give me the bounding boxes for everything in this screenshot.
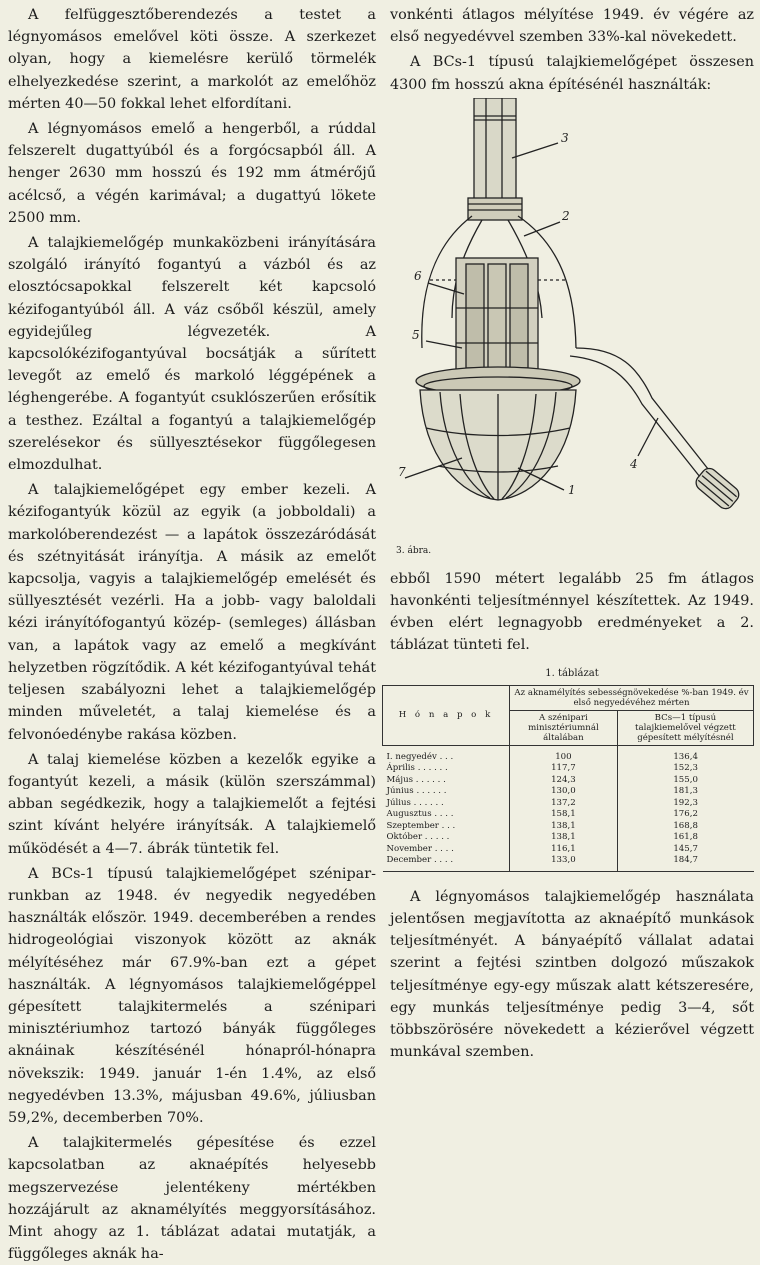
table-row [383, 843, 754, 855]
figure-label-7: 7 [398, 464, 406, 479]
paragraph: A talajkiemelőgép munkaközbeni irányítására szolgáló irányító fogantyú a vázból és az elosztócsapokkal felszerelt két kapcsoló kézifogantyúból áll. A váz csőből készül, amely egyidejűleg légvezeték. A kapcsolókézifogantyúval bocsátják a sűrített levegőt az emelő és markoló léggépének a léghengerébe. A fogantyút csuklószerűen erősítik a testhez. Ezáltal a fogantyú a talajkiemelőgép szerelésekor és süllyesztésekor függőlegesen elmozdulhat. [8, 235, 376, 474]
table-cell-v1: 138,1 [510, 820, 618, 832]
table-cell-v2: 168,8 [673, 820, 698, 831]
paragraph: A BCs-1 típusú talajkiemelőgépet összesen 4300 fm hosszú akna építésénél használták: [390, 54, 754, 93]
figure-label-4: 4 [630, 456, 638, 471]
table-cell-v1: 130,0 [510, 785, 618, 797]
col-header-months: H ó n a p o k [383, 685, 510, 745]
paragraph: A felfüggesztőberendezés a testet a légnyomásos emelővel köti össze. A szerkezet olyan, hogy a kiemelésre kerülő törmelék elhelyezkedése szerint, a markolót az emelőhöz mérten 40—50 fokkal lehet elfordítani. [8, 7, 376, 112]
table-row [383, 762, 754, 774]
paragraph: vonkénti átlagos mélyítése 1949. év végére az első negyedévvel szemben 33%-kal növekedett. [390, 7, 754, 46]
paragraph: A légnyomásos emelő a hengerből, a rúddal felszerelt dugattyúból és a forgócsapból áll. A henger 2630 mm hosszú és 192 mm átmérőjű acélcső, a végén karimával; a dugattyú lökete 2500 mm. [8, 121, 376, 226]
right-column [386, 4, 754, 1063]
table-body [383, 745, 754, 871]
table-cell-v1: 117,7 [510, 762, 618, 774]
paragraph: A talaj kiemelése közben a kezelők egyike a fogantyút kezeli, a másik (külön szerszámmal) abban segédkezik, hogy a talajkiemelőt a fejtési szint kívánt helyére irányítsák. A talajkiemelő működését a 4—7. ábrák tüntetik fel. [8, 751, 376, 857]
left-column [8, 4, 376, 1265]
paragraph: A talajkitermelés gépesítése és ezzel kapcsolatban az aknaépítés helyesebb megszervezése jelentékeny mértékben hozzájárult az aknamélyítés meggyorsításához. Mint ahogy az 1. táblázat adatai mutatják, a függőleges aknák ha- [8, 1135, 376, 1263]
table-cell-v2: 136,4 [673, 751, 698, 762]
table-cell-month: Szeptember . . . [383, 820, 510, 832]
table-cell-v1: 138,1 [510, 831, 618, 843]
table-cell-v1: 158,1 [510, 808, 618, 820]
table-cell-v2: 161,8 [673, 832, 698, 843]
table-row [383, 854, 754, 871]
table-row [383, 797, 754, 809]
col-header-2: BCs—1 típusú talajkiemelővel végzett gépesített mélyítésnél [617, 710, 753, 745]
table-title: 1. táblázat [545, 667, 599, 679]
table-row [383, 774, 754, 786]
data-table [382, 685, 754, 872]
table-cell-v2: 176,2 [673, 809, 698, 820]
paragraph: A talajkiemelőgépet egy ember kezeli. A kézifogantyúk közül az egyik (a jobboldali) a markolóberendezést — a lapátok összezáródását és szétnyitását irányítja. A másik az emelőt kapcsolja, vagyis a talajkiemelőgép emelését és süllyesztését vezérli. Ha a jobb- vagy baloldali kézi irányítófogantyú közép- (semleges) állásban van, a lapátok vagy az emelő a megkívánt helyzetben rögzítődik. A két kézifogantyúval tehát teljesen szabályozni lehet a talajkiemelőgép minden műveletét, a talaj kiemelése és a felvonóedénybe rakása közben. [8, 482, 376, 743]
table-row [383, 820, 754, 832]
table-cell-v1: 137,2 [510, 797, 618, 809]
table-cell-v1: 116,1 [510, 843, 618, 855]
table-row [383, 785, 754, 797]
figure-label-1: 1 [568, 482, 576, 497]
col-header-group: Az aknamélyítés sebességnövekedése %-ban 1949. év első negyedévéhez mérten [510, 685, 754, 710]
table-cell-month: I. negyedév . . . [383, 745, 510, 762]
table-cell-month: Július . . . . . . [383, 797, 510, 809]
paragraph: A BCs-1 típusú talajkiemelőgépet szénipar-runkban az 1948. év negyedik negyedében használták először. 1949. decemberében a rendes hidrogeológiai viszonyok között az aknák mélyítéséhez már 67.9%-ban ezt a gépet használták. A légnyomásos talajkiemelőgéppel gépesített talajkitermelés a szénipari minisztériumhoz tartozó bányák függőleges aknáinak készítésénél hónapról-hónapra növekszik: 1949. január 1-én 1.4%, az első negyedévben 13.3%, májusban 49.6%, júliusban 59,2%, decemberben 70%. [8, 865, 376, 1126]
table-cell-month: Augusztus . . . . [383, 808, 510, 820]
figure-label-3: 3 [561, 130, 569, 145]
figure-label-6: 6 [414, 268, 422, 283]
col-header-1: A szénipari minisztériumnál általában [510, 710, 618, 745]
machine-illustration [390, 98, 754, 538]
table-cell-month: Június . . . . . . [383, 785, 510, 797]
table-cell-v2: 155,0 [673, 774, 698, 785]
table-cell-month: November . . . . [383, 843, 510, 855]
table-cell-v2: 184,7 [617, 854, 753, 871]
figure-label-2: 2 [562, 208, 570, 223]
figure-3 [390, 98, 754, 568]
paragraph: ebből 1590 métert legalább 25 fm átlagos havonkénti teljesítménnyel készítettek. Az 1949. évben elért legnagyobb eredményeket a 2. táblázat tünteti fel. [390, 570, 754, 654]
table-cell-v2: 145,7 [673, 843, 698, 854]
table-cell-v2: 152,3 [673, 763, 698, 774]
table-cell-v1: 124,3 [510, 774, 618, 786]
table-row [383, 831, 754, 843]
table-cell-v1: 100 [510, 745, 618, 762]
table-cell-v2: 192,3 [673, 797, 698, 808]
table-row [383, 745, 754, 762]
paragraph: A légnyomásos talajkiemelőgép használata jelentősen megjavította az aknaépítő munkások teljesítményét. A bányaépítő vállalat adatai szerint a fejtési szintben dolgozó műszakok teljesítménye egy-egy műszak alatt kétszeresére, egy munkás teljesítménye pedig 3—4, sőt többszörösére növekedett a kézierővel végzett munkával szemben. [390, 888, 754, 1061]
table-cell-month: Május . . . . . . [383, 774, 510, 786]
figure-label-5: 5 [412, 327, 420, 342]
table-row [383, 808, 754, 820]
table-cell-month: Október . . . . . [383, 831, 510, 843]
table-cell-v2: 181,3 [673, 786, 698, 797]
table-cell-month: December . . . . [383, 854, 510, 871]
table-cell-month: Április . . . . . . [383, 762, 510, 774]
table-cell-v1: 133,0 [510, 854, 618, 871]
figure-caption: 3. ábra. [396, 545, 432, 556]
